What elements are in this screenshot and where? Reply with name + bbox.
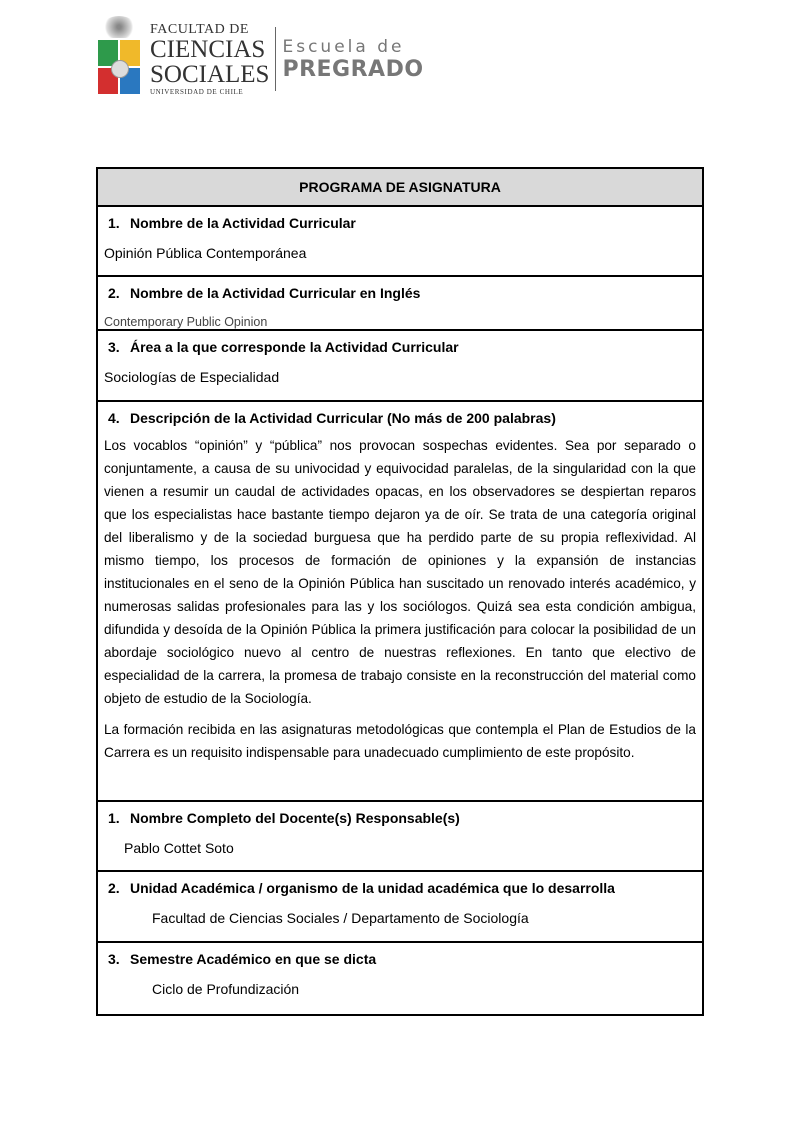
faculty-logo [96, 14, 424, 104]
section-instructor [97, 801, 703, 871]
school-line1: Escuela de [282, 36, 405, 57]
section-value: Contemporary Public Opinion [104, 315, 268, 329]
section-number: 4. [108, 410, 120, 426]
section-title: Unidad Académica / organismo de la unidad académica que lo desarrolla [130, 880, 615, 896]
section-value: Facultad de Ciencias Sociales / Departamento de Sociología [152, 910, 529, 926]
section-description [97, 401, 703, 801]
section-value: Ciclo de Profundización [152, 981, 300, 997]
section-semester [97, 942, 703, 1015]
logo-divider [275, 27, 276, 91]
faculty-line1: FACULTAD DE [150, 21, 249, 37]
section-value: Sociologías de Especialidad [104, 369, 280, 385]
program-title: PROGRAMA DE ASIGNATURA [97, 168, 703, 206]
section-value: Opinión Pública Contemporánea [104, 245, 307, 261]
section-activity-name [97, 206, 703, 276]
section-title: Semestre Académico en que se dicta [130, 951, 377, 967]
description-paragraph: Los vocablos “opinión” y “pública” nos provocan sospechas evidentes. Sea por separado o conjuntamente, a causa de su univocidad y equivocidad paralelas, de la singularidad con la que vienen a resumir un caudal de actividades opacas, en los observadores se despiertan reparos que los especialistas hace bastante tiempo dejaron ya de oír. Se trata de una categoría original del liberalismo y de la sociedad burguesa que ha perdido parte de su propia reflexividad. Al mismo tiempo, los procesos de formación de opiniones y la expansión de instancias institucionales en el seno de la Opinión Pública han suscitado un renovado interés académico, y numerosas salidas profesionales para las y los sociólogos. Quizá sea esta condición ambigua, difundida y desoída de la Opinión Pública la primera justificación para colocar la posibilidad de un abordaje sociológico nuevo al centro de nuestras reflexiones. En tanto que electivo de especialidad de la carrera, la promesa de trabajo consiste en la reconstrucción del material como objeto de estudio de la Sociología. [104, 438, 696, 706]
section-title: Descripción de la Actividad Curricular (No más de 200 palabras) [130, 410, 556, 426]
section-title: Nombre Completo del Docente(s) Responsable(s) [130, 810, 460, 826]
university-crest-icon [96, 16, 142, 102]
section-number: 3. [108, 951, 120, 967]
section-title: Nombre de la Actividad Curricular en Inglés [130, 285, 421, 301]
section-title: Área a la que corresponde la Actividad Curricular [130, 339, 459, 355]
section-area [97, 330, 703, 401]
section-number: 1. [108, 215, 120, 231]
faculty-line2: CIENCIAS [150, 35, 266, 63]
school-name [282, 37, 423, 82]
section-english-name [97, 276, 703, 330]
program-table [96, 167, 704, 1016]
section-academic-unit [97, 871, 703, 942]
section-number: 1. [108, 810, 120, 826]
section-number: 2. [108, 880, 120, 896]
section-number: 2. [108, 285, 120, 301]
description-paragraph: La formación recibida en las asignaturas metodológicas que contempla el Plan de Estudios de la Carrera es un requisito indispensable para unadecuado cumplimiento de este propósito. [104, 722, 696, 760]
faculty-line3: SOCIALES [150, 60, 270, 88]
faculty-name [150, 23, 269, 96]
faculty-line4: UNIVERSIDAD DE CHILE [150, 87, 244, 96]
section-number: 3. [108, 339, 120, 355]
school-line2: PREGRADO [282, 56, 424, 82]
section-value: Pablo Cottet Soto [124, 840, 234, 856]
section-title: Nombre de la Actividad Curricular [130, 215, 356, 231]
